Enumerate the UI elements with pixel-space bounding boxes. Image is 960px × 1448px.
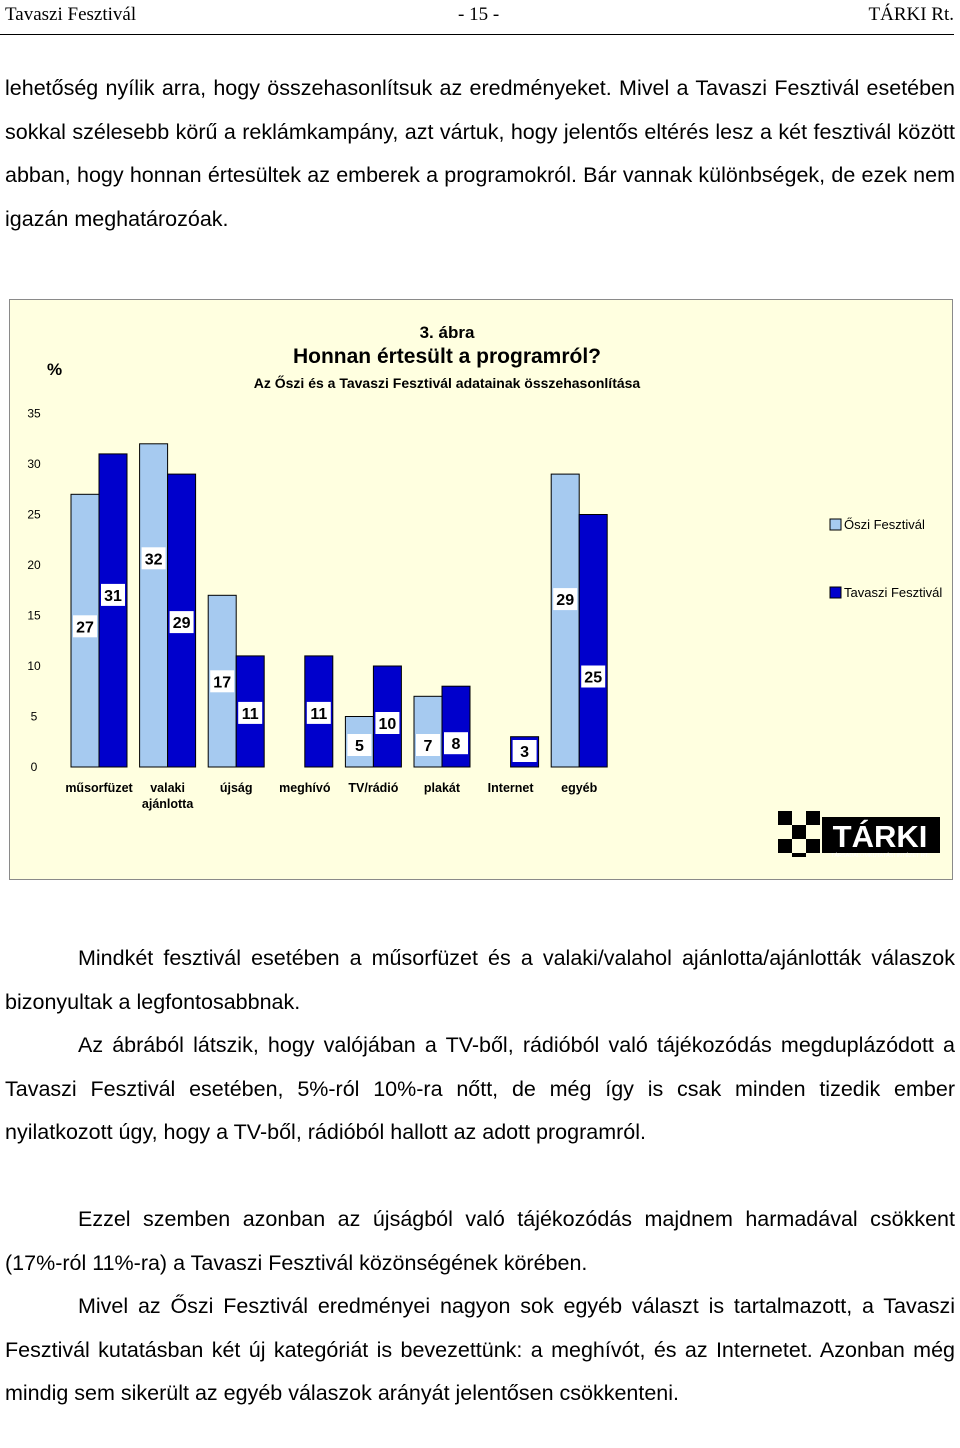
- page-number: - 15 -: [458, 4, 500, 25]
- data-label: 32: [144, 551, 163, 569]
- chart-area: [9, 299, 953, 880]
- tarki-logo: [778, 811, 940, 859]
- legend-swatch: [830, 587, 841, 598]
- paragraph-1: Mindkét fesztivál esetében a műsorfüzet és a valaki/valahol ajánlotta/ajánlották válaszok bizonyultak a legfontosabbnak.: [5, 946, 955, 1014]
- data-label: 31: [104, 587, 122, 605]
- data-label: 7: [423, 738, 433, 755]
- category-label: műsorfüzet: [65, 781, 133, 795]
- bar-tavaszi-7: [579, 515, 607, 768]
- data-label: 25: [584, 669, 603, 687]
- header-right: TÁRKI Rt.: [868, 4, 954, 25]
- bars-layer: [71, 444, 607, 767]
- paragraph-2: Az ábrából látszik, hogy valójában a TV-ből, rádióból való tájékozódás megduplázódott a Tavaszi Fesztivál esetében, 5%-ról 10%-ra nőtt, de még így is csak minden tizedik ember nyilatkozott úgy, hogy a TV-ből, rádióból hallott az adott programról.: [5, 1033, 955, 1144]
- bar-oszi-7: [551, 474, 579, 767]
- category-label: TV/rádió: [348, 781, 399, 795]
- paragraph-3: Ezzel szemben azonban az újságból való tájékozódás majdnem harmadával csökkent (17%-ról 11%-ra) a Tavaszi Fesztivál közönségének körében.: [5, 1207, 955, 1275]
- legend-label: Őszi Fesztivál: [844, 517, 925, 532]
- figure-label: 3. ábra: [419, 323, 475, 342]
- logo-wordmark: TÁRKI: [832, 819, 928, 854]
- y-ticks: [27, 407, 41, 775]
- bar-tavaszi-5: [442, 686, 470, 767]
- bar-chart: [10, 300, 952, 879]
- category-label: plakát: [423, 781, 461, 795]
- bar-oszi-1: [140, 444, 168, 767]
- data-label: 5: [354, 738, 364, 755]
- y-tick-label: 5: [30, 709, 38, 724]
- legend-swatch: [830, 519, 841, 530]
- y-tick-label: 20: [27, 558, 41, 572]
- data-label: 8: [451, 736, 461, 754]
- data-label: 29: [556, 592, 575, 610]
- y-tick-label: 10: [27, 659, 41, 673]
- data-label: 3: [520, 744, 530, 761]
- category-label: meghívó: [279, 781, 331, 795]
- header-rule: [0, 34, 954, 35]
- category-label: újság: [219, 781, 253, 795]
- data-label: 10: [378, 716, 397, 733]
- header-left: Tavaszi Fesztivál: [5, 4, 137, 25]
- category-label: valaki: [150, 781, 185, 795]
- y-tick-label: 30: [27, 457, 41, 471]
- bar-tavaszi-0: [99, 454, 127, 767]
- data-label: 29: [172, 615, 191, 633]
- category-label: egyéb: [561, 781, 598, 795]
- bar-oszi-5: [414, 696, 442, 767]
- y-tick-label: 15: [27, 608, 41, 623]
- data-label: 11: [310, 705, 328, 723]
- data-label: 11: [241, 705, 259, 723]
- legend: [830, 517, 942, 600]
- y-tick-label: 0: [30, 760, 38, 774]
- y-tick-label: 25: [27, 507, 41, 522]
- logo-subtitle: TÁRSADALOMKUTATÁSI INTÉZET RT.: [831, 853, 929, 859]
- category-label: ajánlotta: [141, 797, 194, 811]
- legend-label: Tavaszi Fesztivál: [844, 585, 943, 600]
- paragraph-4: Mivel az Őszi Fesztivál eredményei nagyon sok egyéb választ is tartalmazott, a Tavaszi Fesztivál kutatásban két új kategóriát is bevezettünk: a meghívót, és az Internetet. Azonban még mindig sem sikerült az egyéb válaszok arányát jelentősen csökkenteni.: [5, 1294, 955, 1405]
- chart-title: Honnan értesült a programról?: [292, 345, 602, 368]
- y-tick-label: 35: [27, 406, 41, 421]
- data-label: 17: [213, 674, 232, 692]
- chart-subtitle: Az Őszi és a Tavaszi Fesztivál adatainak összehasonlítása: [253, 375, 641, 391]
- intro-paragraph: lehetőség nyílik arra, hogy összehasonlítsuk az eredményeket. Mivel a Tavaszi Fesztivál esetében sokkal szélesebb körű a reklámkampány, azt vártuk, hogy jelentős eltérés lesz a két fesztivál között abban, hogy honnan értesültek az emberek a programokról. Bár vannak különbségek, de ezek nem igazán meghatározóak.: [5, 76, 955, 231]
- x-categories: [65, 781, 597, 811]
- data-label: 27: [76, 619, 94, 637]
- category-label: Internet: [487, 781, 534, 795]
- y-axis-label: %: [47, 360, 63, 379]
